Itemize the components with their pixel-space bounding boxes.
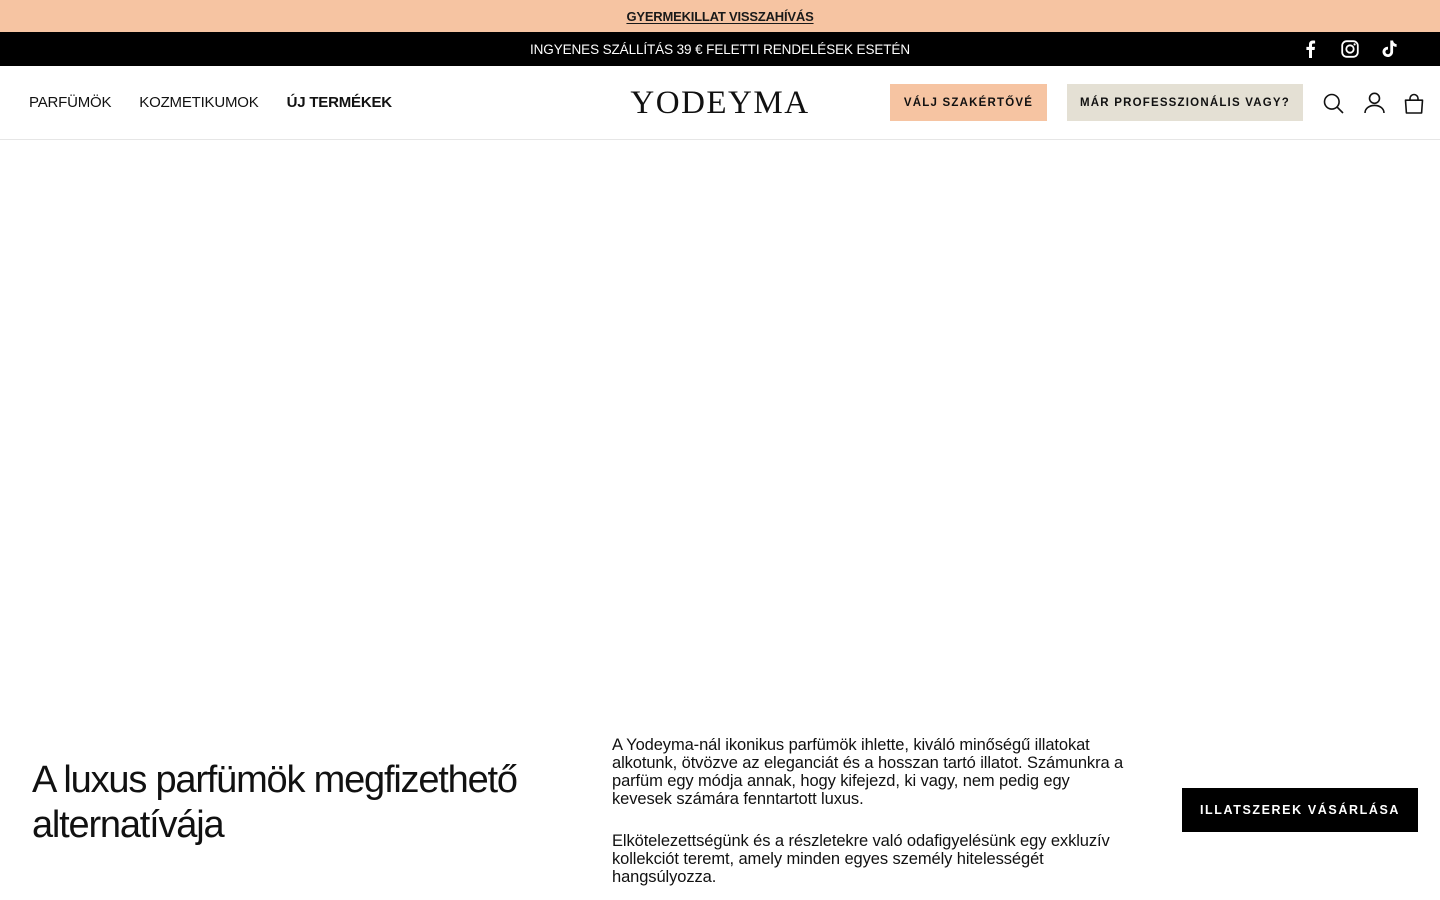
description-paragraph-1: A Yodeyma-nál ikonikus parfümök ihlette, kiváló minőségű illatokat alkotunk, ötvözve az eleganciát és a hosszan tartó illatot. Számunkra a parfüm egy módja annak, hogy kifejezd, ki vagy, nem pedig egy kevesek számára fenntartott luxus. <box>612 736 1124 808</box>
tiktok-icon[interactable] <box>1380 39 1400 59</box>
facebook-icon[interactable] <box>1300 39 1320 59</box>
nav-item-new-products[interactable]: ÚJ TERMÉKEK <box>286 94 392 111</box>
social-links <box>1300 32 1400 66</box>
recall-notice-link[interactable]: GYERMEKILLAT VISSZAHÍVÁS <box>626 8 814 24</box>
main-nav <box>29 66 392 139</box>
shop-fragrances-button[interactable]: ILLATSZEREK VÁSÁRLÁSA <box>1182 788 1418 832</box>
announcement-bar <box>0 0 1440 32</box>
brand-logo[interactable] <box>594 86 846 120</box>
hero-banner <box>0 140 1440 720</box>
hero-headline: A luxus parfümök megfizethető alternatívája <box>32 759 517 846</box>
account-icon[interactable] <box>1362 91 1386 115</box>
shipping-bar <box>0 32 1440 66</box>
become-expert-button[interactable]: VÁLJ SZAKÉRTŐVÉ <box>890 84 1047 121</box>
nav-item-perfumes[interactable]: PARFÜMÖK <box>29 94 112 111</box>
cart-icon[interactable] <box>1402 91 1426 115</box>
professional-button[interactable]: MÁR PROFESSZIONÁLIS VAGY? <box>1067 84 1303 121</box>
search-icon[interactable] <box>1321 91 1345 115</box>
nav-item-cosmetics[interactable]: KOZMETIKUMOK <box>139 94 259 111</box>
description-paragraph-2: Elkötelezettségünk és a részletekre való odafigyelésünk egy exkluzív kollekciót teremt, amely minden egyes személy hitelességét hangsúlyozza. <box>612 832 1110 886</box>
hero-description <box>612 736 1132 886</box>
instagram-icon[interactable] <box>1340 39 1360 59</box>
brand-logo-text: YODEYMA <box>630 84 810 121</box>
free-shipping-text: INGYENES SZÁLLÍTÁS 39 € FELETTI RENDELÉSEK ESETÉN <box>530 41 910 57</box>
site-header <box>0 66 1440 140</box>
